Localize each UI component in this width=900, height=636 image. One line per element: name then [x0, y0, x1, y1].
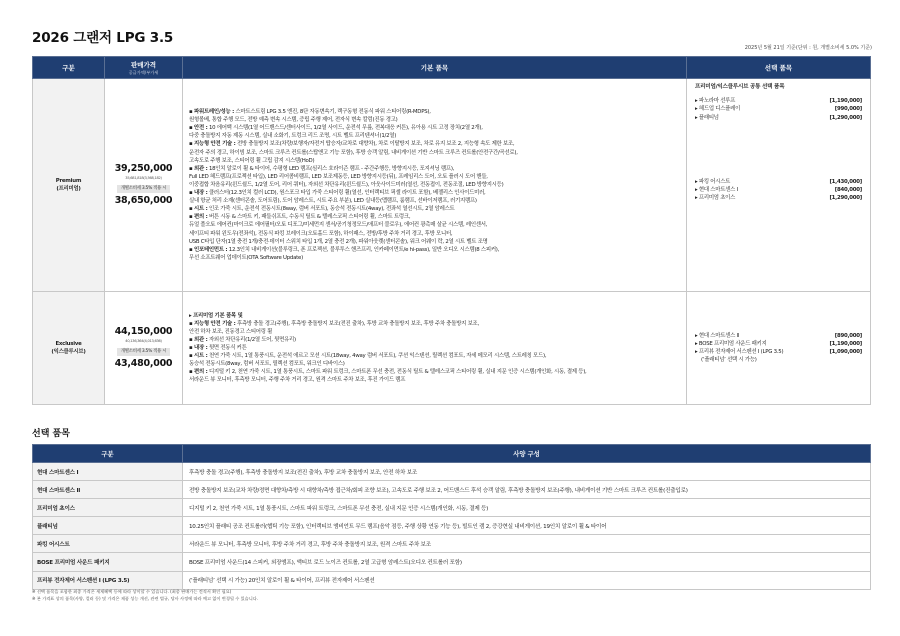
option-group — [695, 332, 862, 357]
basic-item-text: 듀얼 풀오토 에어컨(마이크로 에어필터/오토 디포그/미세먼지 센서/공기청정모드/애프터 블로우), 에어컨 광촉매 살균 시스템, 레인센서, — [189, 222, 488, 229]
footnotes — [32, 588, 258, 602]
option-spec-name: 프리뷰 전자제어 서스펜션 I (LPG 3.5) — [33, 571, 183, 589]
basic-item-line — [189, 238, 680, 246]
option-group-spacer — [695, 122, 862, 178]
basic-item-line — [189, 246, 680, 254]
option-item-price: [1,190,000] — [829, 340, 862, 347]
option-spec-desc: BOSE 프리미엄 사운드(14 스피커, 외장앰프), 액티브 로드 노이즈 컨트롤, 2열 고급형 암레스트(오디오 컨트롤러 포함) — [183, 553, 871, 571]
trim-price-cell — [105, 292, 183, 405]
basic-item-text: 인조 가죽 시트, 운전석 전동시트(8way, 럼버 서포트), 동승석 전동시트(4way), 전좌석 열선시트, 2열 암레스트 — [207, 206, 455, 213]
option-item-price: [1,430,000] — [829, 178, 862, 185]
option-item-name: ▸ 프리미엄 초이스 — [695, 195, 736, 202]
basic-item-line — [189, 344, 680, 352]
basic-item-text: 스마트스트림 LPG 3.5 엔진, 8단 자동변속기, 랙구동형 전동식 파워 스티어링(R-MDPS), — [233, 109, 431, 116]
option-item-name: ▸ 플래티넘 — [695, 114, 719, 121]
basic-item-line — [189, 116, 680, 124]
basic-item-text: 실내 항균 처리 소재(센터콘솔, 도어트림), 도어 암레스트, 시트 주요 부분), LED 실내등(맵램프, 룸램프, 선바이저램프, 러기지램프) — [189, 198, 477, 205]
basic-item-text: 이중접합 차음유리(윈드쉴드, 1/2열 도어, 리어 쿼터), 자외선 차단유리(윈드쉴드), 아웃사이드미러(열선, 전동접이, 전동조절, LED 방향지시등) — [189, 181, 504, 188]
basic-item-line — [189, 368, 680, 376]
footnote: ※ 본 가격표 상의 품목(사양, 컬러 등) 및 가격은 제품 성능 개선, 관련 법규, 당사 사정에 따라 예고 없이 변경될 수 있습니다. — [32, 596, 259, 601]
option-item-price: [990,000] — [834, 106, 862, 113]
trim-price: 44,150,000 — [114, 326, 173, 337]
price-basis-note: 2025년 5월 21일 기준(단위 : 원, 개별소비세 5.0% 기준) — [744, 45, 872, 51]
option-item-price: [1,290,000] — [829, 195, 862, 202]
trim-row — [33, 79, 871, 292]
option-spec-row — [33, 481, 871, 499]
option-item-price: [890,000] — [834, 332, 862, 339]
option-spec-name: 현대 스마트센스 II — [33, 481, 183, 499]
basic-item-category: ▪ 내장 : — [189, 190, 208, 197]
basic-item-text: 고속도로 주행 보조, 스티어링 휠 그립 감지 시스템(HoD) — [189, 157, 315, 164]
trim-price-breakdown: 35,681,818(3,568,182) — [125, 176, 162, 180]
option-item-name: ▸ 파킹 어시스트 — [695, 178, 731, 185]
basic-item-line — [189, 360, 680, 368]
footnote: ※ 선택 품목을 포함한 최종 가격은 세제혜택 등에 따라 상이할 수 있습니다. (최종 판매가는 견적서 확인 필요) — [32, 589, 232, 594]
option-item — [695, 348, 862, 356]
basic-item-line — [189, 140, 680, 148]
basic-item-line — [189, 124, 680, 132]
header-option: 선택 품목 — [687, 57, 871, 79]
basic-item-line — [189, 173, 680, 181]
header-price-label: 판매가격 — [130, 60, 157, 69]
option-spec-row — [33, 499, 871, 517]
option-spec-row — [33, 553, 871, 571]
basic-item-text: 동승석 전동시트(8way, 럼버 서포트, 릴렉션 컴포트, 워크인 디바이스) — [189, 361, 345, 368]
tax-reduction-badge: 개별소비세 3.5% 적용 시 — [117, 185, 171, 193]
basic-item-text: 18인치 알로이 휠 & 타이어, 수평형 LED 램프(심리스 호라이즌 램프 - 주간주행등, 방향지시등, 포지셔닝 램프), — [207, 165, 455, 172]
basic-item-category: ▪ 시트 : — [189, 353, 208, 360]
option-items-cell — [687, 292, 871, 405]
basic-item-text: 전방 충돌방지 보조(차량/보행자/자전거 탑승자/교차로 대향차), 차로 이탈방지 보조, 차로 유지 보조 2, 지능형 속도 제한 보조, — [235, 141, 515, 148]
basic-item-text: 천연 가죽 시트, 1열 통풍시트, 운전석 에르고 모션 시트(18way, 4way 럼버 서포트), 쿠션 익스텐션, 릴렉션 컴포트, 자세 메모리 시스템, 스트레칭 모드), — [207, 353, 547, 360]
basic-item-line — [189, 352, 680, 360]
trim-name-korean: (익스클루시브) — [51, 349, 86, 355]
basic-item-text: 무선 소프트웨어 업데이트(OTA Software Update) — [189, 254, 303, 261]
basic-item-category: ▪ 외관 : — [189, 165, 208, 172]
option-group — [695, 97, 862, 122]
option-table-header — [33, 445, 871, 463]
option-item — [695, 194, 862, 202]
basic-item-category: ▪ 시트 : — [189, 206, 208, 213]
basic-items-cell — [183, 292, 687, 405]
trim-grade-cell — [33, 292, 105, 405]
basic-item-text: 후측방 충돌 경고(주행), 후측방 충돌방지 보조(전진 출차), 후방 교차 충돌방지 보조, 후방 주차 충돌방지 보조, — [235, 320, 479, 327]
trim-price-cell — [105, 79, 183, 292]
basic-item-line — [189, 213, 680, 221]
header-grade: 구분 — [33, 57, 105, 79]
option-spec-table — [32, 444, 871, 590]
basic-item-line — [189, 336, 680, 344]
option-item-price: [1,090,000] — [829, 349, 862, 355]
option-item-price: [840,000] — [834, 186, 862, 193]
option-section-title: 선택 품목 — [32, 429, 70, 439]
option-spec-name: 현대 스마트센스 I — [33, 463, 183, 481]
basic-item-text: USB C타입 단자(1열 충전 1개/충전·데이터 스위치 타입 1개, 2열 충전 2개), 파워아웃렛(센터콘솔), 워크 어웨이 락, 2열 시트 벨트 조명 — [189, 238, 488, 245]
tax-reduction-badge: 개별소비세 3.5% 적용 시 — [117, 348, 171, 356]
page-title: 2026 그랜저 LPG 3.5 — [32, 30, 174, 46]
option-group — [695, 178, 862, 203]
trim-name: Exclusive — [55, 340, 82, 347]
trim-name-korean: (프리미엄) — [56, 186, 81, 192]
trim-price: 39,250,000 — [114, 163, 173, 174]
basic-item-category: ▪ 안전 : — [189, 125, 208, 132]
option-spec-desc: 디지털 키 2, 천연 가죽 시트, 1열 통풍시트, 스마트 파워 트렁크, 스마트폰 무선 충전, 실내 지문 인증 시스템(개인화, 시동, 결제 등) — [183, 499, 871, 517]
option-item — [695, 114, 862, 122]
basic-item-line — [189, 376, 680, 384]
option-spec-name: 파킹 어시스트 — [33, 535, 183, 553]
option-item-note: (‘플래티넘’ 선택 시 가능) — [701, 357, 757, 364]
basic-item-line — [189, 312, 680, 320]
basic-item-category: ▪ 인포테인먼트 : — [189, 246, 228, 253]
basic-items-cell — [183, 79, 687, 292]
basic-item-line — [189, 149, 680, 157]
option-spec-name: BOSE 프리미엄 사운드 패키지 — [33, 553, 183, 571]
basic-item-text: 10 에어백 시스템(1열 어드밴스드/센터사이드, 1/2열 사이드, 운전석 무릎, 전복대응 커튼), 유아용 시트 고정 장치(2열 2개), — [207, 125, 483, 132]
basic-item-category: ▪ 외관 : — [189, 336, 208, 343]
trim-price-reduced-tax: 43,480,000 — [114, 358, 173, 369]
option-spec-desc: (‘플래티넘’ 선택 시 가능) 20인치 알로이 휠 & 타이어, 프리뷰 전자제어 서스펜션 — [183, 571, 871, 589]
option-spec-name: 플래티넘 — [33, 517, 183, 535]
basic-item-text: 뒷면 전동식 커튼 — [207, 344, 247, 351]
basic-item-text: 서라운드 뷰 모니터, 후측방 모니터, 주행 주차 거리 경고, 원격 스마트 주차 보조, 후진 가이드 램프 — [189, 377, 406, 384]
trim-row — [33, 292, 871, 405]
basic-item-category: ▪ 편의 : — [189, 369, 208, 376]
option-item-name: ▸ 헤드업 디스플레이 — [695, 106, 741, 113]
basic-item-line — [189, 132, 680, 140]
basic-item-text: 12.3인치 내비게이션(블루링크, 폰 프로젝션, 블루투스 핸즈프리, 인카페이먼트/e hi-pass), 일반 오디오 시스템(8 스피커), — [227, 246, 500, 253]
basic-item-line — [189, 157, 680, 165]
basic-item-line — [189, 230, 680, 238]
basic-item-category: ▪ 지능형 안전 기술 : — [189, 320, 236, 327]
option-item-name: ▸ 파노라마 선루프 — [695, 98, 736, 105]
basic-item-line — [189, 221, 680, 229]
option-spec-desc: 전방 충돌방지 보조(교차 차량/정면 대향차/측방 시 대향차/측방 접근차/회피 조향 보조), 고속도로 주행 보조 2, 어드밴스드 후석 승객 알림, 후측방 충돌방지 보조(주행), 내비게이션 기반 스마트 크루즈 컨트롤(진출입로) — [183, 481, 871, 499]
basic-item-text: 클러스터(12.3인치 컬러 LCD), 원스포크 타입 가죽 스티어링 휠(열선, 인터랙티브 픽셀 라이트 포함), 베젤리스 인사이드미러, — [207, 190, 486, 197]
basic-item-text: 운전자 주의 경고, 하이빔 보조, 스마트 크루즈 컨트롤(스탑앤고 기능 포함), 후방 승객 알림, 내비게이션 기반 스마트 크루즈 컨트롤(안전구간/곡선로), — [189, 149, 518, 156]
option-item-price: [1,190,000] — [829, 98, 862, 105]
option-spec-desc: 후측방 충돌 경고(주행), 후측방 충돌방지 보조(전진 출차), 후방 교차 충돌방지 보조, 안전 하차 보조 — [183, 463, 871, 481]
header-price — [105, 57, 183, 79]
basic-item-text: 안전 하차 보조, 진동경고 스티어링 휠 — [189, 328, 273, 335]
basic-item-text: Full LED 헤드램프(프로젝션 타입), LED 리어콤비램프, LED 보조제동등, LED 방향지시등(뒤), 프레임리스 도어, 오토 플러시 도어 핸들, — [189, 173, 488, 180]
option-spec-row — [33, 535, 871, 553]
option-spec-row — [33, 517, 871, 535]
option-item — [695, 332, 862, 340]
basic-item-text: 세이프티 파워 윈도우(전좌석), 전동식 파킹 브레이크(오토홀드 포함), 하이패스, 전방/후방 주차 거리 경고, 후방 모니터, — [189, 230, 453, 237]
basic-item-line — [189, 197, 680, 205]
basic-item-line — [189, 328, 680, 336]
option-item — [695, 105, 862, 113]
option-item-name: ▸ 현대 스마트센스 II — [695, 332, 740, 339]
trim-table-header — [33, 57, 871, 79]
option-items-cell — [687, 79, 871, 292]
option-spec-row — [33, 571, 871, 589]
basic-item-category: ▸ 프리미엄 기본 품목 및 — [189, 312, 243, 319]
option-spec-name: 프리미엄 초이스 — [33, 499, 183, 517]
header-price-sub: 공급가액/부가세 — [128, 69, 159, 75]
basic-item-line — [189, 165, 680, 173]
basic-item-category: ▪ 편의 : — [189, 214, 208, 221]
option-header-name: 구분 — [33, 445, 183, 463]
basic-item-text: 다중 충돌방지 자동 제동 시스템, 실내 소화기, 트렁크 리드 조명, 시트 벨트 프리텐셔너(1/2열) — [189, 133, 397, 140]
basic-item-line — [189, 205, 680, 213]
option-item-name: ▸ 현대 스마트센스 I — [695, 186, 738, 193]
trim-price-reduced-tax: 38,650,000 — [114, 195, 173, 206]
option-header-desc: 사양 구성 — [183, 445, 871, 463]
basic-item-line — [189, 254, 680, 262]
basic-item-line — [189, 320, 680, 328]
option-spec-row — [33, 463, 871, 481]
option-item — [695, 97, 862, 105]
trim-price-table — [32, 56, 871, 405]
basic-item-text: 원형볼베, 통합 주행 모드, 전방 예측 변속 시스템, 증립 주행 제어, 전자식 변속 칼럼(진동 경고) — [189, 117, 398, 124]
option-spec-desc: 서라운드 뷰 모니터, 후측방 모니터, 후방 주차 거리 경고, 후방 주차 충돌방지 보조, 원격 스마트 주차 보조 — [183, 535, 871, 553]
basic-item-category: ▪ 내장 : — [189, 344, 208, 351]
option-item — [695, 186, 862, 194]
option-item — [695, 178, 862, 186]
basic-item-text: 디지털 키 2, 천연 가죽 시트, 1열 통풍시트, 스마트 파워 트렁크, 스마트폰 무선 충전, 전동식 틸트 & 텔레스코픽 스티어링 휠, 실내 지문 인증 시스템(개인화, 시동, 결제 등), — [207, 369, 587, 376]
header-basic: 기본 품목 — [183, 57, 687, 79]
trim-name: Premium — [55, 177, 82, 184]
trim-price-breakdown: 40,136,364(4,013,636) — [125, 339, 162, 343]
basic-item-line — [189, 108, 680, 116]
basic-item-category: ▪ 파워트레인/성능 : — [189, 109, 234, 116]
option-common-title: 프리미엄/익스클루시브 공통 선택 품목 — [695, 84, 785, 90]
basic-item-line — [189, 189, 680, 197]
option-item-name: ▸ 프리뷰 전자제어 서스펜션 I (LPG 3.5) — [695, 349, 784, 355]
option-item-price: [1,290,000] — [829, 114, 862, 121]
basic-item-line — [189, 181, 680, 189]
trim-grade-cell — [33, 79, 105, 292]
basic-item-text: 자외선 차단유리(1/2열 도어, 뒷면유리) — [207, 336, 296, 343]
basic-item-text: 버튼 시동 & 스마트 키, 패들쉬프트, 수동식 틸트 & 텔레스코픽 스티어링 휠, 스마트 트렁크, — [207, 214, 411, 221]
option-spec-desc: 10.25인치 플래티 공조 컨트롤러(햅틱 기능 포함), 인터랙티브 앰비언트 무드 램프(음악 점등, 주행 상황 연동 기능 등), 빌트인 캠 2, 증강현실 내비게이션, 19인치 알로이 휠 & 타이어 — [183, 517, 871, 535]
basic-item-category: ▪ 지능형 안전 기술 : — [189, 141, 236, 148]
option-item-name: ▸ BOSE 프리미엄 사운드 패키지 — [695, 340, 767, 347]
option-item — [695, 340, 862, 348]
